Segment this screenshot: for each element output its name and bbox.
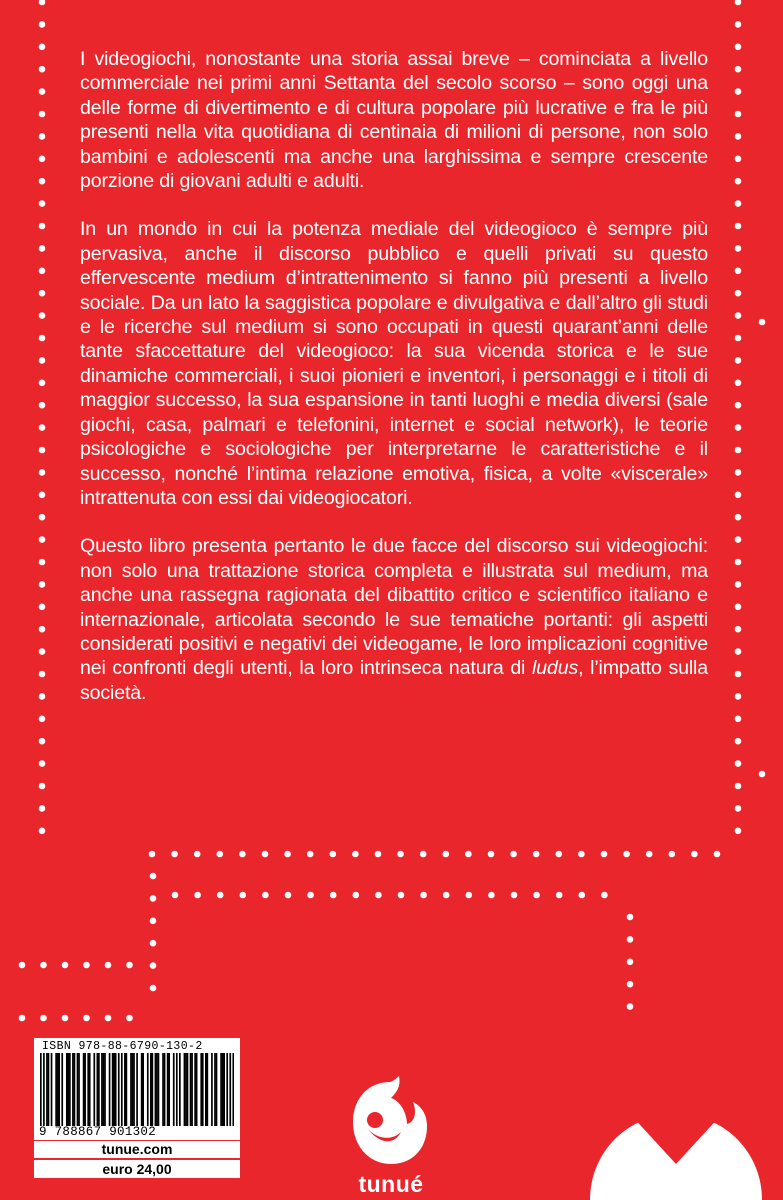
maze-dot — [735, 738, 742, 745]
maze-dot — [62, 962, 69, 969]
maze-dot — [735, 648, 742, 655]
maze-dot — [735, 693, 742, 700]
maze-dot — [39, 536, 46, 543]
barcode-bar — [184, 1053, 186, 1131]
maze-dot — [150, 873, 157, 880]
maze-dot — [149, 851, 156, 858]
maze-dot — [40, 1015, 47, 1022]
maze-dot — [39, 738, 46, 745]
maze-dot — [194, 851, 201, 858]
maze-dot — [398, 892, 405, 899]
maze-dot — [735, 559, 742, 566]
maze-dot — [735, 111, 742, 118]
maze-dot — [239, 851, 246, 858]
barcode-bar — [214, 1053, 216, 1131]
maze-dot — [735, 469, 742, 476]
barcode-bar — [232, 1053, 234, 1131]
maze-dot — [330, 851, 337, 858]
barcode-bar — [101, 1053, 103, 1131]
maze-dot — [759, 771, 766, 778]
maze-dot — [39, 716, 46, 723]
barcode-bar — [194, 1053, 196, 1131]
barcode-bar — [216, 1053, 218, 1131]
barcode-bar — [176, 1053, 178, 1131]
maze-dot — [735, 44, 742, 51]
barcode-bar — [147, 1053, 149, 1131]
maze-dot — [39, 693, 46, 700]
description-paragraph-2: In un mondo in cui la potenza mediale del videogioco è sempre più pervasiva, anche il discorso pubblico e quelli privati su questo effervescente medium d’intrattenimento si fanno più presenti a livello sociale. Da un lato la saggistica popolare e divulgativa e dall’altro gli studi e le ricerche sul medium si sono occupati in questi quarant’anni delle tante sfaccettature del videogioco: la sua vicenda storica e le sue dinamiche commerciali, i suoi pionieri e inventori, i personaggi e i titoli di maggior successo, la sua espansione in tanti luoghi e media diversi (sale giochi, casa, palmari e telefonini, internet e social network), le teorie psicologiche e sociologiche per interpretarne le caratteristiche e il successo, nonché l’intima relazione emotiva, fisica, a volte «viscerale» intrattenuta con essi dai videogiocatori. — [80, 218, 708, 509]
maze-dot — [735, 805, 742, 812]
maze-dot — [735, 424, 742, 431]
maze-dot — [39, 380, 46, 387]
maze-dot — [284, 851, 291, 858]
maze-dot — [39, 21, 46, 28]
maze-dot — [307, 892, 314, 899]
maze-dot — [420, 851, 427, 858]
barcode-bar — [48, 1053, 50, 1131]
barcode-bar — [78, 1053, 80, 1131]
barcode-bar — [220, 1053, 222, 1131]
description-paragraph-1: I videogiochi, nonostante una storia assai breve – cominciata a livello commerciale nei primi anni Settanta del secolo scorso – sono oggi una delle forme di divertimento e di cultura popolare più lucrative e fra le più presenti nella vita quotidiana di centinaia di milioni di persone, non solo bambini e adolescenti ma anche una larghissima e sempre crescente porzione di giovani adulti e adulti. — [80, 48, 708, 193]
maze-dot — [443, 851, 450, 858]
barcode-bar — [84, 1053, 86, 1131]
maze-dot — [420, 892, 427, 899]
maze-dot — [627, 936, 634, 943]
barcode-bar — [136, 1053, 138, 1131]
maze-dot — [39, 469, 46, 476]
maze-dot — [19, 962, 26, 969]
maze-dot — [39, 514, 46, 521]
maze-dot — [217, 892, 224, 899]
maze-dot — [511, 892, 518, 899]
maze-dot — [735, 380, 742, 387]
maze-dot — [39, 357, 46, 364]
maze-dot — [39, 66, 46, 73]
barcode-bar — [229, 1053, 231, 1131]
barcode-bar — [150, 1053, 152, 1131]
maze-dot — [39, 178, 46, 185]
maze-dot — [735, 312, 742, 319]
maze-dot — [105, 1015, 112, 1022]
tunue-logo-icon — [345, 1062, 435, 1172]
maze-dot — [150, 962, 157, 969]
isbn-barcode — [34, 1038, 240, 1140]
barcode-bar — [58, 1053, 60, 1131]
barcode-bar — [191, 1053, 193, 1131]
barcode-bar — [89, 1053, 91, 1131]
barcode-bar — [162, 1053, 164, 1131]
barcode-bar — [66, 1053, 68, 1131]
maze-dot — [735, 783, 742, 790]
maze-dot — [691, 851, 698, 858]
maze-dot — [39, 581, 46, 588]
maze-dot — [262, 892, 269, 899]
barcode-bar — [156, 1053, 158, 1131]
barcode-bar — [98, 1053, 100, 1131]
barcode-bar — [130, 1053, 132, 1131]
maze-dot — [39, 312, 46, 319]
maze-dot — [39, 626, 46, 633]
barcode-bar — [77, 1053, 79, 1131]
maze-dot — [735, 402, 742, 409]
barcode-bar — [187, 1053, 189, 1131]
maze-dot — [735, 290, 742, 297]
barcode-bar — [40, 1053, 42, 1131]
maze-dot — [735, 88, 742, 95]
maze-dot — [735, 178, 742, 185]
maze-dot — [735, 268, 742, 275]
barcode-bar — [61, 1053, 63, 1131]
maze-dot — [83, 1015, 90, 1022]
description-paragraph-3 — [80, 534, 708, 705]
maze-dot — [39, 200, 46, 207]
maze-dot — [39, 88, 46, 95]
maze-dot — [352, 851, 359, 858]
maze-dot — [601, 851, 608, 858]
maze-dot — [150, 918, 157, 925]
maze-dot — [39, 760, 46, 767]
barcode-bar — [142, 1053, 144, 1131]
price-label: euro 24,00 — [34, 1159, 240, 1178]
barcode-bar — [190, 1053, 192, 1131]
barcode-bar — [97, 1053, 99, 1131]
barcode-bar — [72, 1053, 74, 1131]
barcode-bar — [202, 1053, 204, 1131]
barcode-bar — [223, 1053, 225, 1131]
maze-dot — [39, 783, 46, 790]
maze-dot — [735, 21, 742, 28]
barcode-bar — [43, 1053, 45, 1131]
maze-dot — [375, 892, 382, 899]
barcode-bar — [168, 1053, 170, 1131]
barcode-bar — [207, 1053, 209, 1131]
barcode-bar — [185, 1053, 187, 1131]
maze-dot — [579, 892, 586, 899]
maze-dot — [669, 851, 676, 858]
maze-dot — [39, 0, 46, 5]
isbn-label: ISBN 978-88-6790-130-2 — [42, 1040, 203, 1053]
paragraph-3-text-a: Questo libro presenta pertanto le due facce del discorso sui videogiochi: non solo una trattazione storica completa e illustrata sul medium, ma anche una rassegna ragionata del dibattito critico e scientifico italiano e internazionale, articolata secondo le sue tematiche portanti: gli aspetti considerati positivi e negativi dei videogame, le loro implicazioni cognitive nei confronti degli utenti, la loro intrinseca natura di — [80, 535, 708, 680]
maze-dot — [39, 559, 46, 566]
maze-dot — [105, 962, 112, 969]
barcode-bar — [179, 1053, 181, 1131]
barcode-bar — [173, 1053, 175, 1131]
maze-dot — [488, 892, 495, 899]
maze-dot — [217, 851, 224, 858]
barcode-bar — [200, 1053, 202, 1131]
maze-dot — [39, 335, 46, 342]
maze-dot — [627, 981, 634, 988]
barcode-bar — [133, 1053, 135, 1131]
maze-dot — [375, 851, 382, 858]
barcode-bar — [51, 1053, 53, 1131]
maze-dot — [759, 319, 766, 326]
maze-dot — [443, 892, 450, 899]
maze-dot — [735, 828, 742, 835]
maze-dot — [39, 492, 46, 499]
barcode-bar — [55, 1053, 57, 1131]
maze-dot — [601, 892, 608, 899]
maze-dot — [150, 940, 157, 947]
barcode-bar — [103, 1053, 105, 1131]
maze-dot — [39, 828, 46, 835]
maze-dot — [39, 604, 46, 611]
barcode-bar — [68, 1053, 70, 1131]
maze-dot — [240, 892, 247, 899]
maze-dot — [39, 671, 46, 678]
maze-dot — [171, 851, 178, 858]
maze-dot — [627, 959, 634, 966]
maze-dot — [735, 447, 742, 454]
maze-dot — [466, 892, 473, 899]
barcode-bar — [226, 1053, 228, 1131]
maze-dot — [150, 895, 157, 902]
barcode-bar — [211, 1053, 213, 1131]
ludus-italic: ludus — [532, 657, 579, 680]
maze-dot — [735, 245, 742, 252]
barcode-bar — [69, 1053, 71, 1131]
maze-dot — [735, 626, 742, 633]
barcode-bar — [164, 1053, 166, 1131]
maze-dot — [307, 851, 314, 858]
maze-dot — [172, 892, 179, 899]
barcode-bar — [118, 1053, 120, 1131]
maze-dot — [39, 268, 46, 275]
barcode-bar — [152, 1053, 154, 1131]
maze-dot — [646, 851, 653, 858]
maze-dot — [465, 851, 472, 858]
barcode-bar — [158, 1053, 160, 1131]
pacman-icon — [570, 1100, 783, 1200]
barcode-bar — [83, 1053, 85, 1131]
maze-dot — [627, 914, 634, 921]
maze-dot — [735, 335, 742, 342]
maze-dot — [623, 851, 630, 858]
maze-dot — [735, 133, 742, 140]
barcode-bar — [46, 1053, 48, 1131]
maze-dot — [533, 851, 540, 858]
maze-dot — [39, 133, 46, 140]
maze-dot — [735, 514, 742, 521]
publisher-name: tunué — [358, 1171, 424, 1197]
barcode-bar — [155, 1053, 157, 1131]
maze-dot — [735, 156, 742, 163]
maze-dot — [39, 245, 46, 252]
maze-dot — [39, 44, 46, 51]
maze-dot — [194, 892, 201, 899]
maze-dot — [19, 1015, 26, 1022]
barcode-bar — [57, 1053, 59, 1131]
barcode-bar — [112, 1053, 114, 1131]
barcode-bar — [113, 1053, 115, 1131]
maze-dot — [735, 581, 742, 588]
maze-dot — [330, 892, 337, 899]
maze-dot — [83, 962, 90, 969]
maze-dot — [735, 492, 742, 499]
maze-dot — [39, 447, 46, 454]
maze-dot — [735, 716, 742, 723]
maze-dot — [627, 1003, 634, 1010]
barcode-bar — [141, 1053, 143, 1131]
maze-dot — [735, 671, 742, 678]
barcode-bar — [115, 1053, 117, 1131]
barcode-bars — [40, 1053, 234, 1131]
maze-dot — [556, 892, 563, 899]
barcode-bar — [205, 1053, 207, 1131]
maze-dot — [735, 604, 742, 611]
maze-dot — [39, 424, 46, 431]
barcode-bar — [87, 1053, 89, 1131]
maze-dot — [39, 290, 46, 297]
maze-dot — [578, 851, 585, 858]
maze-dot — [353, 892, 360, 899]
barcode-bar — [109, 1053, 111, 1131]
barcode-bar — [121, 1053, 123, 1131]
maze-dot — [285, 892, 292, 899]
maze-dot — [735, 536, 742, 543]
maze-dot — [262, 851, 269, 858]
maze-dot — [126, 962, 133, 969]
maze-dot — [556, 851, 563, 858]
maze-dot — [39, 156, 46, 163]
publisher-website: tunue.com — [34, 1140, 240, 1158]
maze-dot — [735, 357, 742, 364]
maze-dot — [126, 1015, 133, 1022]
maze-dot — [510, 851, 517, 858]
maze-dot — [39, 648, 46, 655]
barcode-digits: 9 788867 901302 — [39, 1126, 235, 1139]
maze-dot — [62, 1015, 69, 1022]
maze-dot — [488, 851, 495, 858]
barcode-bar — [196, 1053, 198, 1131]
barcode-bar — [126, 1053, 128, 1131]
maze-dot — [714, 851, 721, 858]
maze-dot — [39, 223, 46, 230]
barcode-bar — [104, 1053, 106, 1131]
barcode-bar — [132, 1053, 134, 1131]
maze-dot — [39, 111, 46, 118]
maze-dot — [397, 851, 404, 858]
maze-dot — [735, 0, 742, 5]
maze-dot — [39, 402, 46, 409]
cover-description — [80, 47, 708, 705]
barcode-bar — [124, 1053, 126, 1131]
barcode-bar — [74, 1053, 76, 1131]
paragraph-3-text-b: , l’impatto sulla società. — [80, 657, 708, 704]
maze-dot — [39, 805, 46, 812]
maze-dot — [40, 962, 47, 969]
maze-dot — [735, 223, 742, 230]
maze-dot — [735, 760, 742, 767]
barcode-bar — [222, 1053, 224, 1131]
maze-dot — [735, 66, 742, 73]
barcode-bar — [93, 1053, 95, 1131]
maze-dot — [735, 200, 742, 207]
barcode-bar — [167, 1053, 169, 1131]
maze-dot — [533, 892, 540, 899]
maze-dot — [150, 985, 157, 992]
